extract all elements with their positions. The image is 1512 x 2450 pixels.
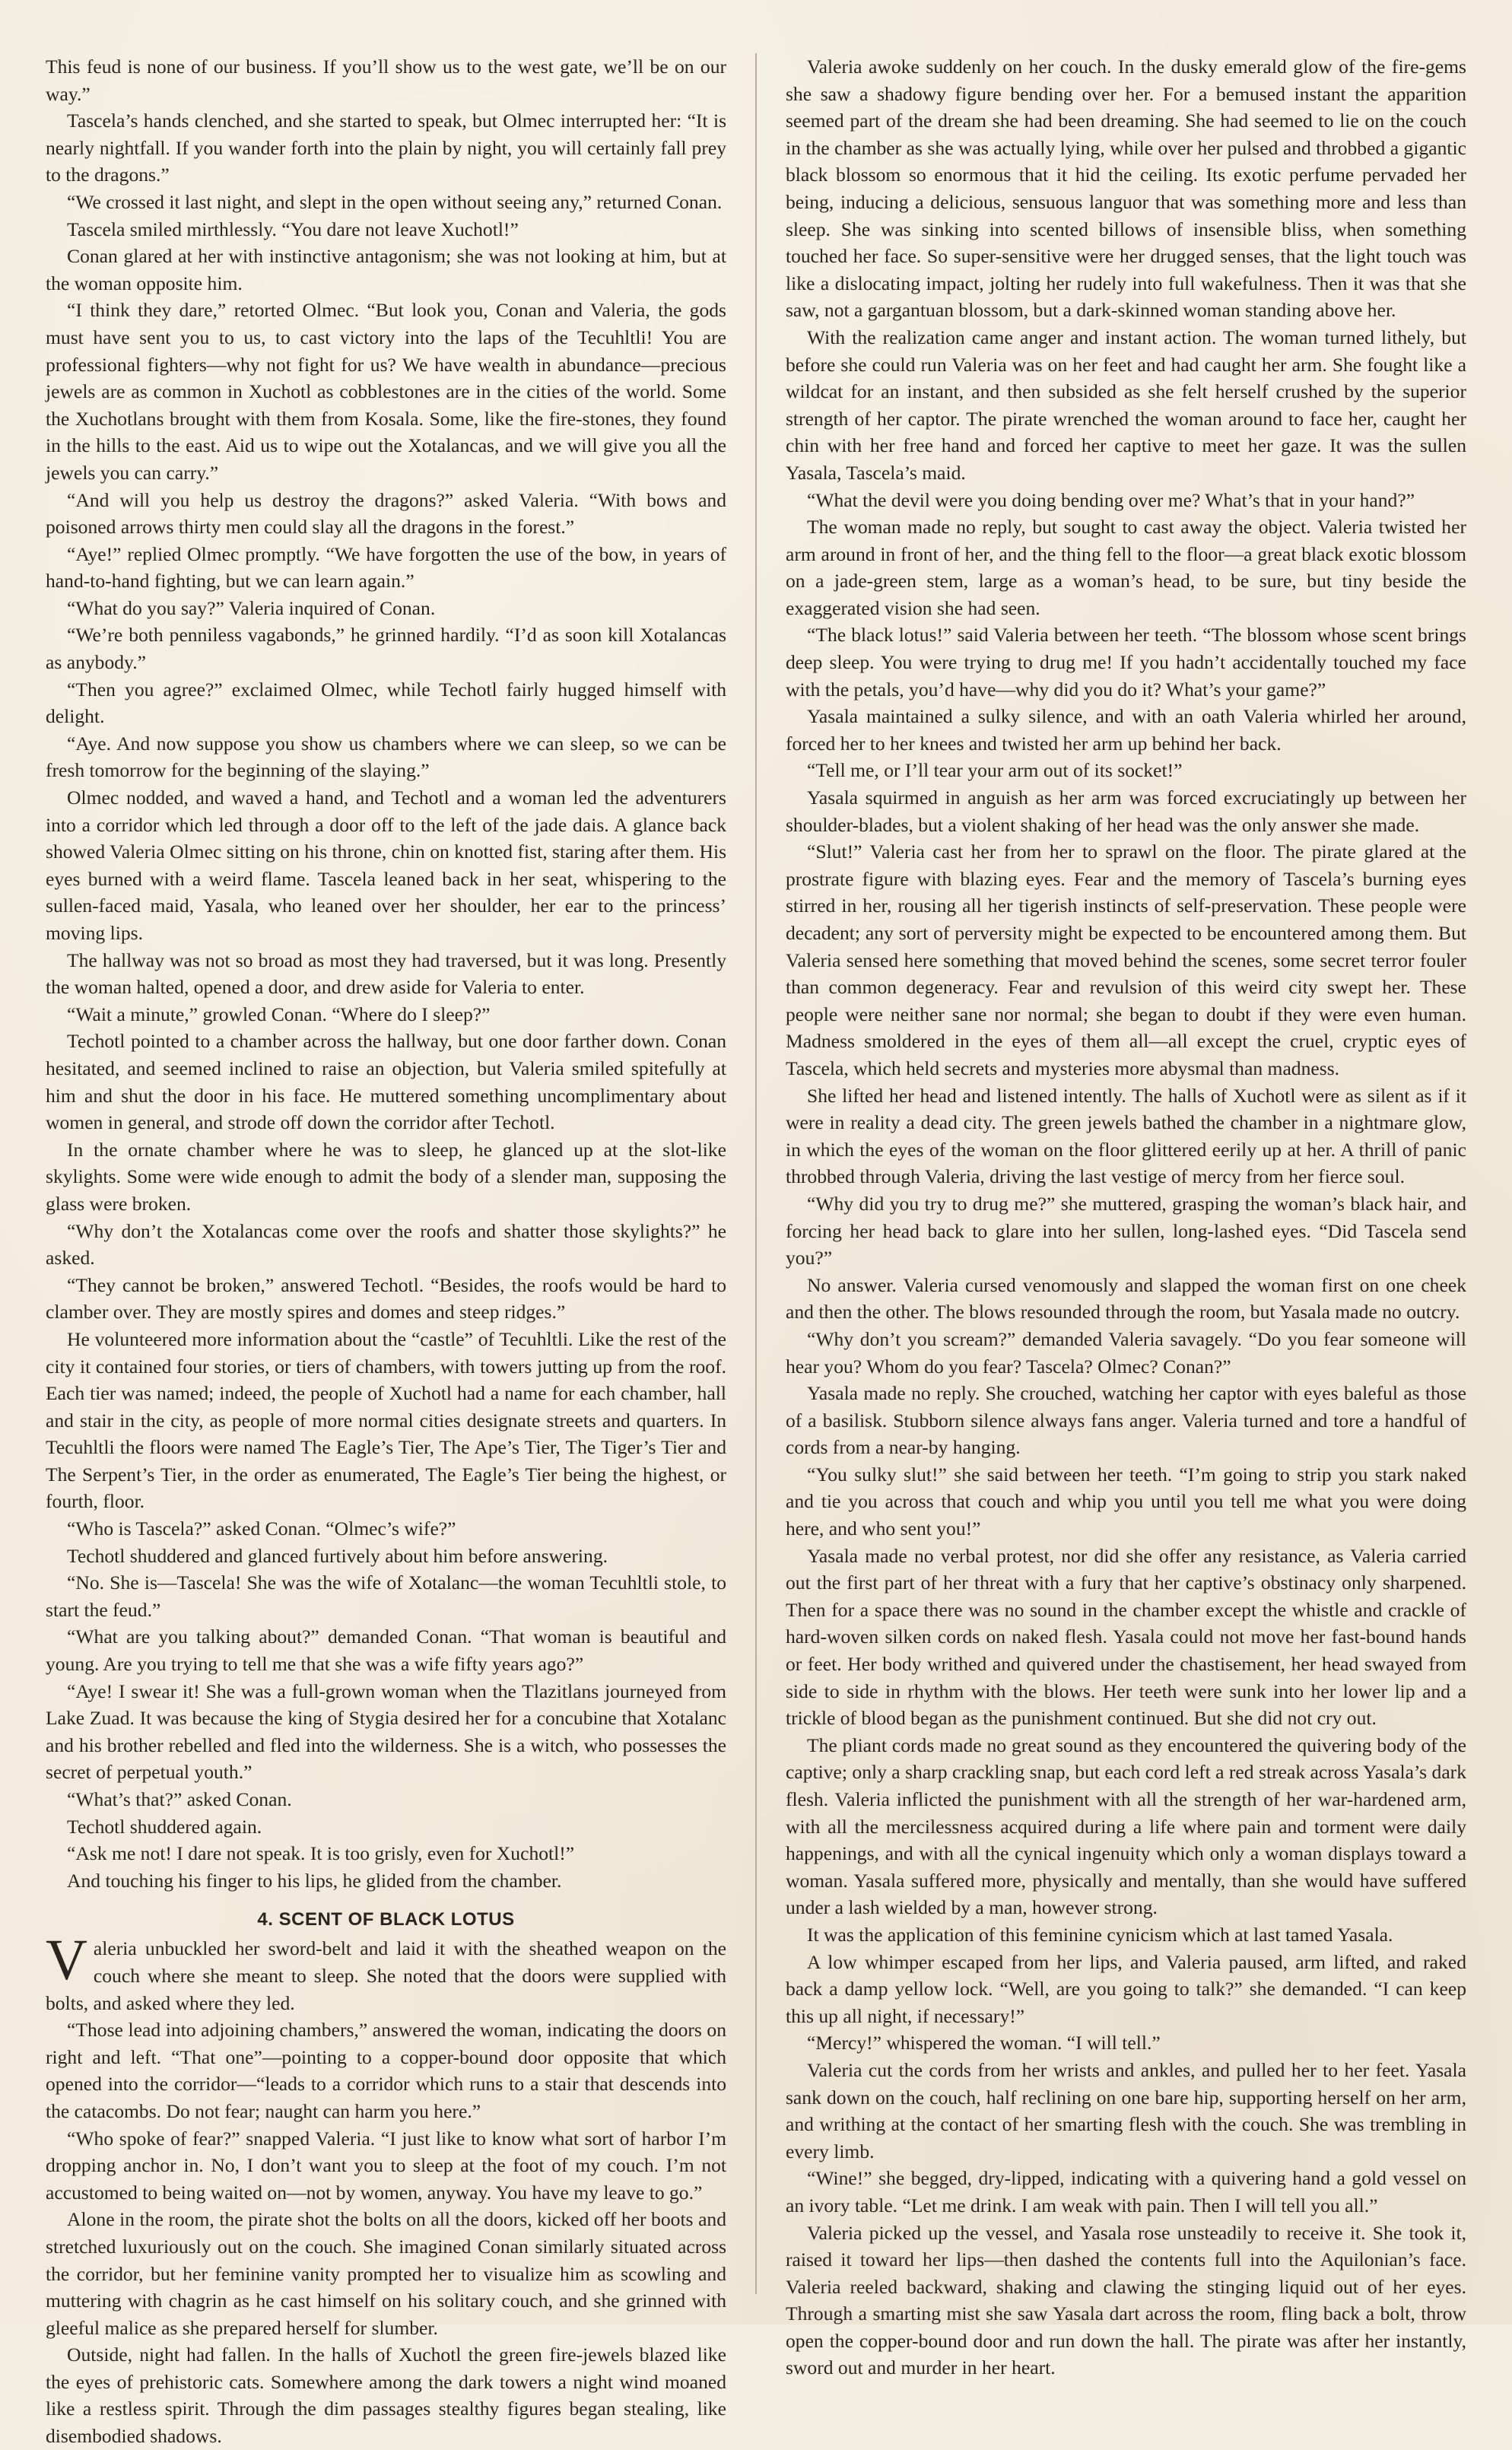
paragraph: “Why don’t the Xotalancas come over the roofs and shatter those skylights?” he asked. — [46, 1219, 727, 1269]
opening-paragraph-text: aleria unbuckled her sword-belt and laid it with the sheathed weapon on the couch where she meant to sleep. She noted that the doors were supplied with bolts, and asked where they led. — [46, 1937, 727, 2014]
paragraph: Techotl pointed to a chamber across the hallway, but one door farther down. Conan hesitated, and seemed inclined to raise an objection, but Valeria smiled spitefully at him and shut the door in his face. He muttered something uncomplimentary about women in general, and strode off down the corridor after Techotl. — [46, 1030, 727, 1134]
paragraph: Yasala maintained a sulky silence, and with an oath Valeria whirled her around, forced her to her knees and twisted her arm up behind her back. — [785, 705, 1466, 755]
paragraph: She lifted her head and listened intently. The halls of Xuchotl were as silent as if it were in reality a dead city. The green jewels bathed the chamber in a nightmare glow, in which the eyes of the woman on the floor glittered eerily up at her. A thrill of panic throbbed through Valeria, driving the last vestige of mercy from her fierce soul. — [785, 1084, 1466, 1188]
paragraph: Olmec nodded, and waved a hand, and Techotl and a woman led the adventurers into a corridor which led through a door off to the left of the jade dais. A glance back showed Valeria Olmec sitting on his throne, chin on knotted fist, staring after them. His eyes burned with a weird flame. Tascela leaned back in her seat, whispering to the sullen-faced maid, Yasala, who leaned over her shoulder, her ear to the princess’ moving lips. — [46, 786, 727, 944]
paragraph: “We’re both penniless vagabonds,” he grinned hardily. “I’d as soon kill Xotalancas as anybody.” — [46, 624, 727, 674]
paragraph: It was the application of this feminine cynicism which at last tamed Yasala. — [806, 1923, 1393, 1946]
paragraph: “What are you talking about?” demanded Conan. “That woman is beautiful and young. Are you trying to tell me that she was a wife fifty years ago?” — [46, 1625, 727, 1676]
paragraph: “Why did you try to drug me?” she muttered, grasping the woman’s black hair, and forcing her head back to glare into her sullen, long-lashed eyes. “Did Tascela send you?” — [785, 1192, 1466, 1269]
paragraph: “Ask me not! I dare not speak. It is too grisly, even for Xuchotl!” — [67, 1842, 575, 1865]
paragraph: Techotl shuddered again. — [67, 1815, 262, 1838]
paragraph: Outside, night had fallen. In the halls of Xuchotl the green fire-jewels blazed like the eyes of prehistoric cats. Somewhere among the dark towers a night wind moaned like a restless spirit. Through the dim passages stealthy figures began stealing, like disembodied shadows. — [46, 2344, 727, 2448]
paragraph: “Mercy!” whispered the woman. “I will tell.” — [806, 2032, 1161, 2054]
two-column-layout — [46, 53, 1466, 2448]
paragraph: “Who is Tascela?” asked Conan. “Olmec’s wife?” — [67, 1517, 456, 1540]
paragraph: “I think they dare,” retorted Olmec. “But look you, Conan and Valeria, the gods must have sent you to us, to cast victory into the laps of the Tecuhltli! You are professional fighters—why not fight for us? We have wealth in abundance—precious jewels are as common in Xuchotl as cobblestones are in the cities of the world. Some the Xuchotlans brought with them from Kosala. Some, like the fire-stones, they found in the hills to the east. Aid us to wipe out the Xotalancas, and we will give you all the jewels you can carry.” — [46, 299, 727, 484]
paragraph: “What do you say?” Valeria inquired of Conan. — [67, 596, 436, 619]
paragraph: In the ornate chamber where he was to sleep, he glanced up at the slot-like skylights. Some were wide enough to admit the body of a slender man, supposing the glass were broken. — [46, 1138, 727, 1215]
paragraph: This feud is none of our business. If you’ll show us to the west gate, we’ll be on our way.” — [46, 56, 727, 105]
paragraph: “We crossed it last night, and slept in the open without seeing any,” returned Conan. — [67, 190, 723, 213]
paragraph: Techotl shuddered and glanced furtively about him before answering. — [67, 1544, 608, 1567]
chapter-heading: 4. SCENT OF BLACK LOTUS — [257, 1909, 515, 1930]
paragraph: “Slut!” Valeria cast her from her to sprawl on the floor. The pirate glared at the prostrate figure with blazing eyes. Fear and the memory of Tascela’s burning eyes stirred in her, rousing all her tigerish instincts of self-preservation. These people were decadent; any sort of perversity might be expected to be encountered among them. But Valeria sensed here something that moved behind the scenes, some secret terror fouler than common degeneracy. Fear and revulsion of this weird city swept her. These people were neither sane nor normal; she began to doubt if they were even human. Madness smoldered in the eyes of them all—all except the cruel, cryptic eyes of Tascela, which held secrets and mysteries more abysmal than madness. — [785, 840, 1466, 1079]
paragraph: The pliant cords made no great sound as they encountered the quivering body of the captive; only a sharp crackling snap, but each cord left a red streak across Yasala’s dark flesh. Valeria inflicted the punishment with all the strength of her war-hardened arm, with all the mercilessness acquired during a life where pain and torment were daily happenings, and with all the cynical ingenuity which only a woman displays toward a woman. Yasala suffered more, physically and mentally, than she would have suffered under a lash wielded by a man, however strong. — [785, 1733, 1466, 1919]
paragraph: Conan glared at her with instinctive antagonism; she was not looking at him, but at the woman opposite him. — [46, 245, 727, 294]
paragraph: Valeria cut the cords from her wrists and ankles, and pulled her to her feet. Yasala sank down on the couch, half reclining on one bare hip, supporting herself on her arm, and writhing at the contact of her smarting flesh with the couch. She was trembling in every limb. — [785, 2058, 1466, 2162]
paragraph: “Who spoke of fear?” snapped Valeria. “I just like to know what sort of harbor I’m dropping anchor in. No, I don’t want you to sleep at the foot of my couch. I’m not accustomed to being waited on—not by women, anyway. You have my leave to go.” — [46, 2127, 727, 2204]
paragraph: “No. She is—Tascela! She was the wife of Xotalanc—the woman Tecuhltli stole, to start the feud.” — [46, 1571, 727, 1621]
paragraph: “Aye!” replied Olmec promptly. “We have forgotten the use of the bow, in years of hand-to-hand fighting, but we can learn again.” — [46, 542, 727, 593]
paragraph: “Then you agree?” exclaimed Olmec, while Techotl fairly hugged himself with delight. — [46, 678, 727, 728]
paragraph: Yasala squirmed in anguish as her arm was forced excruciatingly up between her shoulder-blades, but a violent shaking of her head was the only answer she made. — [785, 786, 1466, 836]
right-column — [785, 53, 1466, 2379]
paragraph: And touching his finger to his lips, he glided from the chamber. — [67, 1869, 562, 1892]
paragraph: Alone in the room, the pirate shot the bolts on all the doors, kicked off her boots and stretched luxuriously out on the couch. She imagined Conan similarly situated across the corridor, but her feminine vanity prompted her to visualize him as scowling and muttering with chagrin as he cast himself on his solitary couch, and she grinned with gleeful malice as she prepared herself for slumber. — [46, 2208, 727, 2339]
paragraph: The hallway was not so broad as most they had traversed, but it was long. Presently the woman halted, opened a door, and drew aside for Valeria to enter. — [46, 949, 727, 999]
left-column — [46, 53, 727, 2448]
paragraph: Tascela’s hands clenched, and she started to speak, but Olmec interrupted her: “It is nearly nightfall. If you wander forth into the plain by night, you will certainly fall prey to the dragons.” — [46, 110, 727, 186]
paragraph: With the realization came anger and instant action. The woman turned lithely, but before she could run Valeria was on her feet and had caught her arm. She fought like a wildcat for an instant, and then subsided as she felt herself crushed by the superior strength of her captor. The pirate wrenched the woman around to face her, caught her chin with her free hand and forced her captive to meet her gaze. It was the sullen Yasala, Tascela’s maid. — [785, 326, 1466, 484]
paragraph: “The black lotus!” said Valeria between her teeth. “The blossom whose scent brings deep sleep. You were trying to drug me! If you hadn’t accidentally touched my face with the petals, you’d have—why did you do it? What’s your game?” — [785, 624, 1466, 701]
paragraph: No answer. Valeria cursed venomously and slapped the woman first on one cheek and then the other. The blows resounded through the room, but Yasala made no outcry. — [785, 1273, 1466, 1324]
paragraph: “Wait a minute,” growled Conan. “Where do I sleep?” — [67, 1003, 491, 1025]
paragraph: He volunteered more information about the “castle” of Tecuhltli. Like the rest of the city it contained four stories, or tiers of chambers, with towers jutting up from the roof. Each tier was named; indeed, the people of Xuchotl had a name for each chamber, hall and stair in the city, as people of more normal cities designate streets and quarters. In Tecuhltli the floors were named The Eagle’s Tier, The Ape’s Tier, The Tiger’s Tier and The Serpent’s Tier, in the order as enumerated, The Eagle’s Tier being the highest, or fourth, floor. — [46, 1327, 727, 1513]
paragraph: “Those lead into adjoining chambers,” answered the woman, indicating the doors on right and left. “That one”—pointing to a copper-bound door opposite that which opened into the corridor—“leads to a corridor which runs to a stair that descends into the catacombs. Do not fear; naught can harm you here.” — [46, 2019, 727, 2122]
paragraph: “What the devil were you doing bending over me? What’s that in your hand?” — [806, 488, 1415, 511]
paragraph: “What’s that?” asked Conan. — [67, 1788, 292, 1810]
paragraph: Tascela smiled mirthlessly. “You dare not leave Xuchotl!” — [67, 218, 519, 240]
paragraph: Yasala made no verbal protest, nor did she offer any resistance, as Valeria carried out the first part of her threat with a fury that her captive’s obstinacy only sharpened. Then for a space there was no sound in the chamber except the whistle and crackle of hard-woven silken cords on naked flesh. Yasala could not move her fast-bound hands or feet. Her body writhed and quivered under the chastisement, her head swayed from side to side in rhythm with the blows. Her teeth were sunk into her lower lip and a trickle of blood began as the punishment continued. But she did not cry out. — [785, 1544, 1466, 1730]
paragraph: “Why don’t you scream?” demanded Valeria savagely. “Do you fear someone will hear you? Whom do you fear? Tascela? Olmec? Conan?” — [785, 1327, 1466, 1378]
paragraph: “Aye! I swear it! She was a full-grown woman when the Tlazitlans journeyed from Lake Zuad. It was because the king of Stygia desired her for a concubine that Xotalanc and his brother rebelled and fled into the wilderness. She is a witch, who possesses the secret of perpetual youth.” — [46, 1679, 727, 1784]
opening-paragraph — [46, 1928, 727, 2016]
paragraph: “They cannot be broken,” answered Techotl. “Besides, the roofs would be hard to clamber over. They are mostly spires and domes and steep ridges.” — [46, 1273, 727, 1324]
paragraph: A low whimper escaped from her lips, and Valeria paused, arm lifted, and raked back a damp yellow lock. “Well, are you going to talk?” she demanded. “I can keep this up all night, if necessary!” — [785, 1950, 1466, 2027]
left-column-text — [46, 53, 726, 1894]
paragraph: Valeria picked up the vessel, and Yasala rose unsteadily to receive it. She took it, raised it toward her lips—then dashed the contents full into the Aquilonian’s face. Valeria reeled backward, shaking and clawing the stinging liquid out of her eyes. Through a smarting mist she saw Yasala dart across the room, fling back a bolt, throw open the copper-bound door and run down the hall. The pirate was after her instantly, sword out and murder in her heart. — [785, 2221, 1466, 2379]
paragraph: “And will you help us destroy the dragons?” asked Valeria. “With bows and poisoned arrows thirty men could slay all the dragons in the forest.” — [46, 488, 727, 539]
paragraph: Yasala made no reply. She crouched, watching her captor with eyes baleful as those of a basilisk. Stubborn silence always fans anger. Valeria turned and tore a handful of cords from a near-by hanging. — [785, 1382, 1466, 1459]
paragraph: “Wine!” she begged, dry-lipped, indicating with a quivering hand a gold vessel on an ivory table. “Let me drink. I am weak with pain. Then I will tell you all.” — [785, 2167, 1466, 2216]
left-column-text-after — [46, 2016, 726, 2450]
paragraph: “Aye. And now suppose you show us chambers where we can sleep, so we can be fresh tomorrow for the beginning of the slaying.” — [46, 732, 727, 782]
paragraph: “You sulky slut!” she said between her teeth. “I’m going to strip you stark naked and tie you across that couch and whip you until you tell me what you were doing here, and who sent you!” — [785, 1463, 1466, 1540]
paragraph: “Tell me, or I’ll tear your arm out of its socket!” — [806, 759, 1183, 782]
drop-cap: V — [46, 1928, 87, 1993]
paragraph: Valeria awoke suddenly on her couch. In the dusky emerald glow of the fire-gems she saw a shadowy figure bending over her. For a bemused instant the apparition seemed part of the dream she had been dreaming. She had seemed to lie on the couch in the chamber as she was actually lying, while over her pulsed and throbbed a gigantic black blossom so enormous that it hid the ceiling. Its exotic perfume pervaded her being, inducing a delicious, sensuous languor that was something more and less than sleep. She was sinking into scented billows of insensible bliss, when something touched her face. So super-sensitive were her drugged senses, that the light touch was like a dislocating impact, jolting her rudely into full wakefulness. Then it was that she saw, not a gargantuan blossom, but a dark-skinned woman standing above her. — [785, 56, 1466, 322]
column-divider — [755, 53, 757, 2294]
paragraph: The woman made no reply, but sought to cast away the object. Valeria twisted her arm around in front of her, and the thing fell to the floor—a great black exotic blossom on a jade-green stem, large as a woman’s head, to be sure, but tiny beside the exaggerated vision she had seen. — [785, 516, 1466, 619]
